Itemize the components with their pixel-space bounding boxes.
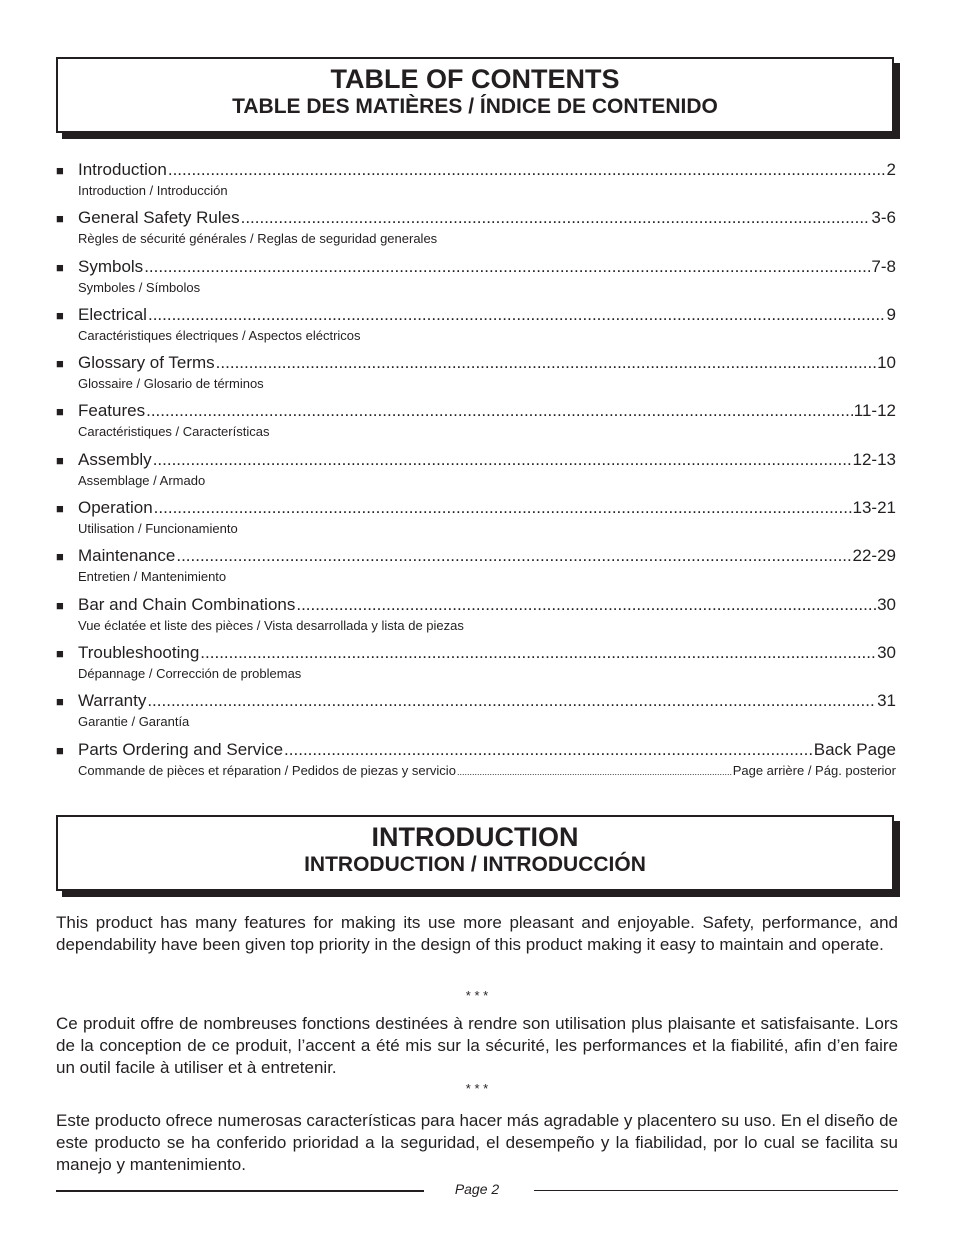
- toc-row: [56, 255, 896, 279]
- toc-entry: [56, 496, 896, 544]
- square-bullet-icon: ■: [56, 645, 64, 661]
- intro-subtitle: INTRODUCTION / INTRODUCCIÓN: [304, 853, 646, 876]
- toc-row: [56, 738, 896, 762]
- toc-entry: [56, 399, 896, 447]
- toc-entry: [56, 544, 896, 592]
- toc-label: Symbols: [78, 256, 144, 276]
- toc-subtitle: TABLE DES MATIÈRES / ÍNDICE DE CONTENIDO: [232, 95, 718, 118]
- toc-row: [56, 544, 896, 568]
- toc-title: TABLE OF CONTENTS: [330, 64, 620, 94]
- toc-page: 3-6: [871, 208, 896, 228]
- square-bullet-icon: ■: [56, 501, 64, 517]
- footer-rule-right: [534, 1190, 898, 1191]
- separator-stars: * * *: [465, 988, 489, 1003]
- toc-sublabel: Glossaire / Glosario de términos: [78, 376, 264, 392]
- toc-page: 13-21: [852, 498, 896, 518]
- toc-label: Maintenance: [78, 546, 176, 566]
- leader-dots: [147, 689, 876, 713]
- toc-row: [56, 448, 896, 472]
- leader-dots: [457, 763, 732, 781]
- toc-sublabel: Introduction / Introducción: [78, 183, 228, 198]
- toc-page: 12-13: [852, 449, 896, 469]
- toc-page: 7-8: [871, 256, 896, 276]
- leader-dots: [148, 303, 886, 327]
- toc-label: Warranty: [78, 691, 147, 711]
- toc-label: Operation: [78, 498, 153, 518]
- leader-dots: [168, 158, 886, 182]
- toc-sublabel: Garantie / Garantía: [78, 714, 190, 730]
- toc-page: 22-29: [852, 546, 896, 566]
- toc-label: General Safety Rules: [78, 208, 240, 228]
- toc-sublabel: Commande de pièces et réparation / Pedidos de piezas y servicio: [78, 762, 456, 778]
- toc-page: 10: [877, 353, 896, 373]
- toc-entry: [56, 738, 896, 786]
- toc-subrow: [56, 279, 896, 297]
- toc-entry: [56, 255, 896, 303]
- leader-dots: [153, 448, 852, 472]
- toc-page: 2: [886, 160, 896, 179]
- leader-dots: [176, 544, 851, 568]
- toc-page: 30: [877, 594, 896, 614]
- toc-subrow: [56, 375, 896, 393]
- toc-page: 11-12: [853, 401, 896, 421]
- toc-sublabel: Règles de sécurité générales / Reglas de seguridad generales: [78, 231, 438, 247]
- toc-page: Back Page: [813, 739, 896, 759]
- toc-entry: [56, 641, 896, 689]
- square-bullet-icon: ■: [56, 356, 64, 372]
- toc-subrow: [56, 568, 896, 586]
- toc-page: 30: [877, 642, 896, 662]
- toc-row: [56, 206, 896, 230]
- toc-label: Bar and Chain Combinations: [78, 594, 296, 614]
- toc-label: Troubleshooting: [78, 642, 200, 662]
- square-bullet-icon: ■: [56, 694, 64, 710]
- toc-entry: [56, 689, 896, 737]
- toc-label: Assembly: [78, 449, 152, 469]
- toc-row: [56, 593, 896, 617]
- footer-rule-left: [56, 1190, 424, 1192]
- toc-row: [56, 351, 896, 375]
- toc-subrow: [56, 617, 896, 635]
- toc-sublabel: Dépannage / Corrección de problemas: [78, 665, 302, 681]
- square-bullet-icon: ■: [56, 211, 64, 227]
- toc-page: 31: [877, 691, 896, 711]
- toc-label: Introduction: [78, 160, 167, 179]
- toc-subrow: [56, 665, 896, 683]
- leader-dots: [200, 641, 876, 665]
- toc-entry: [56, 351, 896, 399]
- leader-dots: [241, 206, 871, 230]
- square-bullet-icon: ■: [56, 597, 64, 613]
- square-bullet-icon: ■: [56, 307, 64, 323]
- toc-sublabel: Assemblage / Armado: [78, 472, 206, 488]
- toc-entry: [56, 593, 896, 641]
- toc-sublabel: Caractéristiques / Características: [78, 424, 270, 440]
- toc-entry: [56, 448, 896, 496]
- toc-row: [56, 689, 896, 713]
- toc-sublabel: Caractéristiques électriques / Aspectos eléctricos: [78, 327, 361, 343]
- toc-subrow: [56, 182, 896, 200]
- leader-dots: [284, 738, 813, 762]
- square-bullet-icon: ■: [56, 452, 64, 468]
- leader-dots: [144, 255, 870, 279]
- intro-title: INTRODUCTION: [371, 822, 579, 852]
- intro-paragraph-fr: Ce produit offre de nombreuses fonctions destinées à rendre son utilisation plus plaisante et satisfaisante. Lors de la conception de ce produit, l’accent a été mis sur la sécurité, les performances et la fiabilité, afin d’en faire un outil facile à utiliser et à entretenir.: [56, 1014, 898, 1077]
- square-bullet-icon: ■: [56, 549, 64, 565]
- toc-entry: [56, 158, 896, 206]
- toc-entry: [56, 303, 896, 351]
- toc-subrow: [56, 713, 896, 731]
- toc-sublabel: Utilisation / Funcionamiento: [78, 521, 238, 537]
- intro-paragraph-es: Este producto ofrece numerosas características para hacer más agradable y placentero su uso. En el diseño de este producto se ha conferido prioridad a la seguridad, el desempeño y la fiabilidad, por lo cual se facilita su manejo y mantenimiento.: [56, 1111, 898, 1174]
- toc-label: Parts Ordering and Service: [78, 739, 284, 759]
- toc-label: Electrical: [78, 304, 147, 324]
- toc-row: [56, 303, 896, 327]
- toc-subrow: [56, 762, 896, 780]
- toc-subpage: Page arrière / Pág. posterior: [732, 762, 896, 778]
- intro-header-box: [56, 815, 894, 891]
- toc-subrow: [56, 230, 896, 248]
- toc-subrow: [56, 423, 896, 441]
- square-bullet-icon: ■: [56, 163, 64, 178]
- toc-label: Features: [78, 401, 146, 421]
- toc-row: [56, 641, 896, 665]
- toc-sublabel: Vue éclatée et liste des pièces / Vista desarrollada y lista de piezas: [78, 617, 464, 633]
- page-number: Page 2: [454, 1181, 500, 1197]
- toc-entry: [56, 206, 896, 254]
- toc-row: [56, 158, 896, 182]
- toc-sublabel: Symboles / Símbolos: [78, 279, 201, 295]
- separator-stars: * * *: [465, 1081, 489, 1096]
- square-bullet-icon: ■: [56, 404, 64, 420]
- toc-page: 9: [886, 304, 896, 324]
- toc-label: Glossary of Terms: [78, 353, 215, 373]
- toc-sublabel: Entretien / Mantenimiento: [78, 569, 227, 585]
- toc-subrow: [56, 472, 896, 490]
- toc-row: [56, 496, 896, 520]
- square-bullet-icon: ■: [56, 259, 64, 275]
- leader-dots: [216, 351, 876, 375]
- toc-subrow: [56, 520, 896, 538]
- square-bullet-icon: ■: [56, 742, 64, 758]
- leader-dots: [146, 399, 853, 423]
- leader-dots: [154, 496, 852, 520]
- intro-paragraph-en: This product has many features for making its use more pleasant and enjoyable. Safety, performance, and dependability have been given top priority in the design of this product making it easy to maintain and operate.: [56, 913, 898, 954]
- table-of-contents: [56, 158, 896, 786]
- toc-row: [56, 399, 896, 423]
- toc-header-box: [56, 57, 894, 133]
- leader-dots: [296, 593, 876, 617]
- toc-subrow: [56, 327, 896, 345]
